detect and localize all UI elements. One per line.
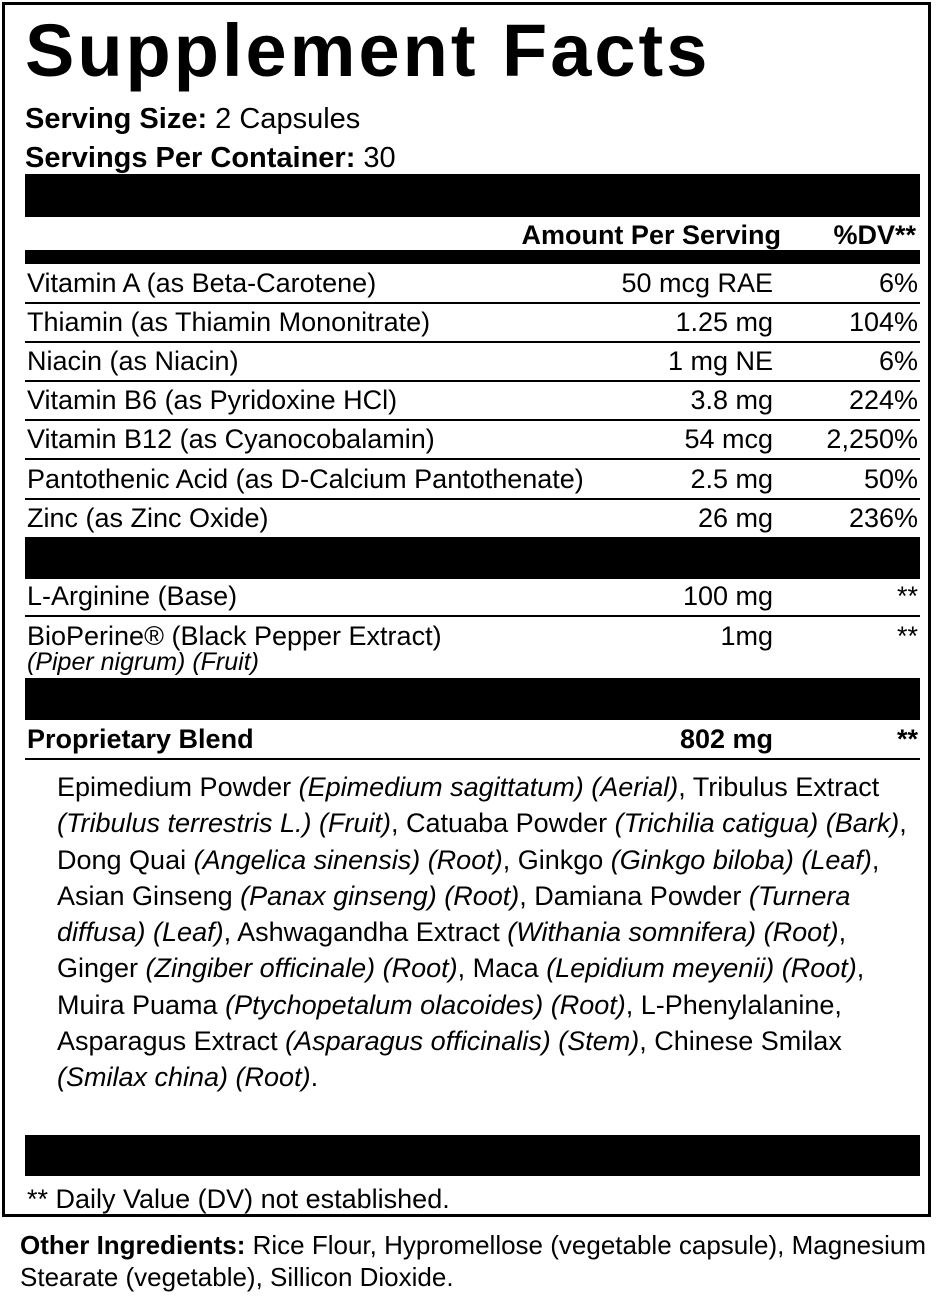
- nutrient-name: Vitamin B6 (as Pyridoxine HCl): [27, 385, 398, 415]
- serving-size-label: Serving Size:: [25, 103, 208, 135]
- nutrient-row: [25, 264, 920, 302]
- ingredient-text: , Tribulus Extract: [678, 772, 880, 802]
- ingredient-text: , Chinese Smilax: [639, 1026, 842, 1057]
- medium-divider: [25, 250, 920, 264]
- ingredient-text: , Ginger: [57, 917, 847, 984]
- nutrient-dv: 2,250%: [826, 424, 918, 454]
- botanical-name: (Ptychopetalum olacoides) (Root): [225, 989, 626, 1020]
- other-ingredients-label: Other Ingredients:: [20, 1230, 246, 1260]
- ingredient-text: , Muira Puama: [57, 953, 865, 1020]
- botanical-name: (Asparagus officinalis) (Stem): [285, 1026, 640, 1057]
- nutrient-amount: 26 mg: [697, 503, 773, 533]
- nutrient-name: Thiamin (as Thiamin Mononitrate): [27, 307, 431, 337]
- botanical-name: (Lepidium meyenii) (Root): [546, 953, 857, 984]
- ingredient-text: , Asian Ginseng: [57, 844, 880, 911]
- row-divider: [25, 615, 920, 617]
- nutrient-name: Niacin (as Niacin): [27, 346, 239, 376]
- row-divider: [25, 758, 920, 760]
- botanical-name: (Angelica sinensis) (Root): [193, 844, 503, 875]
- botanical-name: (Ginkgo biloba) (Leaf): [610, 844, 872, 875]
- ingredient-text: .: [310, 1062, 319, 1093]
- other-ingredients-text: Rice Flour, Hypromellose (vegetable capsule), Magnesium Stearate (vegetable), Sillicon Dioxide.: [20, 1230, 926, 1292]
- serving-size-value: 2 Capsules: [207, 103, 361, 135]
- proprietary-blend-amount: 802 mg: [679, 724, 773, 754]
- nutrient-name: Pantothenic Acid (as D-Calcium Pantothenate): [27, 464, 584, 494]
- nutrient-dv: 236%: [848, 503, 918, 533]
- nutrient-amount: 3.8 mg: [690, 385, 773, 415]
- botanical-name: (Smilax china) (Root): [57, 1062, 311, 1093]
- nutrient-row: [25, 342, 920, 380]
- active-ingredient-amount: 1mg: [720, 621, 773, 651]
- nutrient-amount: 2.5 mg: [690, 464, 773, 494]
- nutrient-amount: 54 mcg: [684, 424, 773, 454]
- bioperine-botanical-name: (Piper nigrum) (Fruit): [27, 648, 259, 676]
- nutrient-amount: 1.25 mg: [675, 307, 773, 337]
- serving-size: [25, 102, 360, 136]
- ingredient-text: , Dong Quai: [57, 808, 907, 875]
- active-ingredient-row: [25, 577, 920, 615]
- dv-header: %DV**: [833, 220, 916, 250]
- nutrient-dv: 104%: [848, 307, 918, 337]
- nutrient-name: Vitamin B12 (as Cyanocobalamin): [27, 424, 435, 454]
- nutrient-amount: 50 mcg RAE: [621, 268, 773, 298]
- ingredient-text: , Ginkgo: [502, 844, 611, 875]
- nutrient-dv: 224%: [848, 385, 918, 415]
- thick-divider: [25, 537, 920, 579]
- active-ingredient-dv: **: [896, 621, 918, 651]
- nutrient-dv: 50%: [863, 464, 918, 494]
- nutrient-row: [25, 499, 920, 537]
- other-ingredients: [20, 1229, 930, 1293]
- ingredient-text: , Damiana Powder: [519, 880, 749, 911]
- nutrient-dv: 6%: [878, 268, 918, 298]
- amount-per-serving-header: Amount Per Serving: [521, 220, 781, 250]
- botanical-name: (Panax ginseng) (Root): [240, 880, 520, 911]
- active-ingredient-dv: **: [896, 581, 918, 611]
- dv-footnote: ** Daily Value (DV) not established.: [27, 1184, 450, 1214]
- botanical-name: (Turnera diffusa) (Leaf): [57, 880, 851, 948]
- supplement-facts-panel: [2, 2, 931, 1217]
- botanical-name: (Trichilia catigua) (Bark): [614, 808, 900, 839]
- nutrient-dv: 6%: [878, 346, 918, 376]
- nutrient-amount: 1 mg NE: [667, 346, 773, 376]
- proprietary-blend-dv: **: [896, 724, 918, 754]
- active-ingredient-name: BioPerine® (Black Pepper Extract): [27, 621, 442, 651]
- nutrient-name: Vitamin A (as Beta-Carotene): [27, 268, 377, 298]
- nutrient-row: [25, 420, 920, 458]
- thick-divider: [25, 678, 920, 720]
- thick-divider: [25, 1135, 920, 1176]
- ingredient-text: , Ashwagandha Extract: [223, 917, 508, 948]
- botanical-name: (Zingiber officinale) (Root): [145, 953, 458, 984]
- nutrient-row: [25, 381, 920, 419]
- servings-per-container: [25, 141, 396, 175]
- thick-divider: [25, 174, 920, 217]
- nutrient-name: Zinc (as Zinc Oxide): [27, 503, 269, 533]
- botanical-name: (Epimedium sagittatum) (Aerial): [298, 772, 679, 802]
- botanical-name: (Withania somnifera) (Root): [507, 917, 839, 948]
- ingredient-text: , Maca: [457, 953, 547, 984]
- ingredient-text: Epimedium Powder: [57, 772, 299, 802]
- active-ingredient-amount: 100 mg: [682, 581, 773, 611]
- proprietary-blend-row: [25, 720, 920, 758]
- proprietary-blend-ingredients: [57, 769, 919, 1096]
- nutrient-row: [25, 460, 920, 498]
- servings-per-container-label: Servings Per Container:: [25, 142, 356, 174]
- ingredient-text: , L-Phenylalanine, Asparagus Extract: [57, 989, 842, 1057]
- active-ingredient-name: L-Arginine (Base): [27, 581, 238, 611]
- servings-per-container-value: 30: [355, 142, 396, 174]
- panel-title: Supplement Facts: [25, 9, 711, 92]
- proprietary-blend-name: Proprietary Blend: [27, 724, 254, 754]
- nutrient-row: [25, 303, 920, 341]
- ingredient-text: , Catuaba Powder: [391, 808, 615, 839]
- botanical-name: (Tribulus terrestris L.) (Fruit): [57, 808, 392, 839]
